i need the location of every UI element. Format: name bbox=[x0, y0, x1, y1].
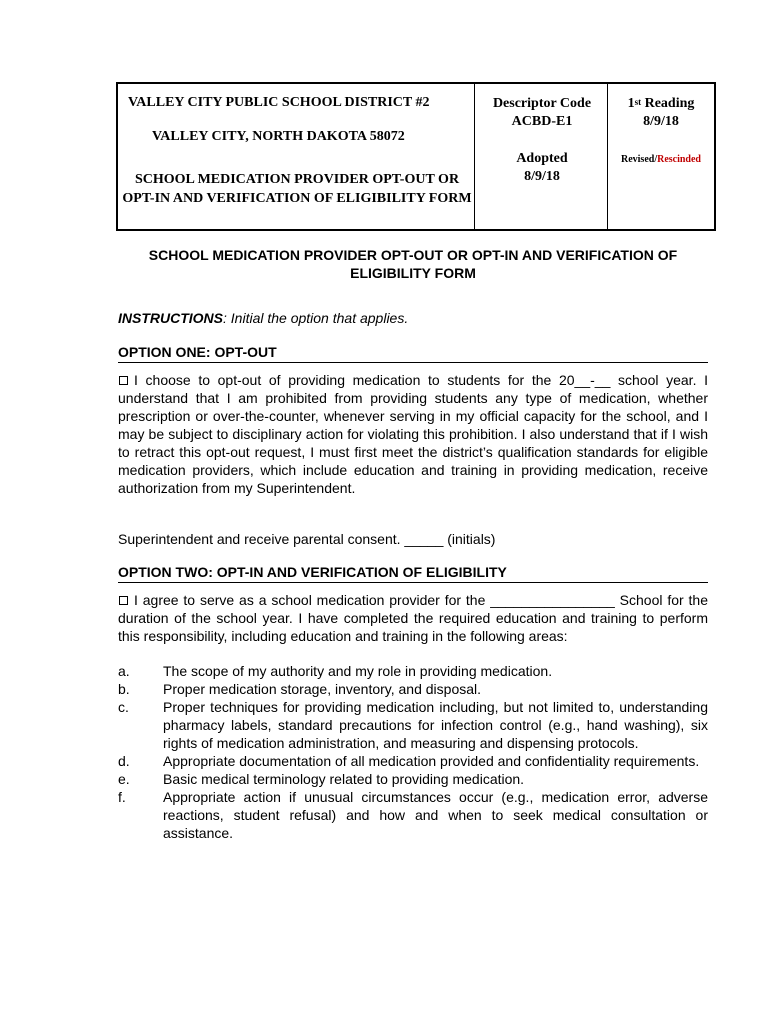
instructions: INSTRUCTIONS: Initial the option that applies. bbox=[118, 310, 409, 326]
option-two-paragraph: I agree to serve as a school medication provider for the ________________ School for the duration of the school year. I have completed the required education and training to perform this responsibility, including education and training in the following areas: bbox=[118, 592, 708, 644]
list-item: d. Appropriate documentation of all medication provided and confidentiality requirements. bbox=[118, 753, 700, 769]
option-one-paragraph: I choose to opt-out of providing medication to students for the 20__-__ school year. I understand that I am prohibited from providing students any type of medication, whether prescription or over-the-counter, whenever serving in my official capacity for the school, and I may be subject to disciplinary action for violating this prohibition. I also understand that if I wish to retract this opt-out request, I must first meet the district’s qualification standards for eligible medication providers, which include education and training in providing medication, receive authorization from my Superintendent. bbox=[118, 372, 708, 496]
option-one-heading: OPTION ONE: OPT-OUT bbox=[118, 344, 708, 363]
header-form-title: SCHOOL MEDICATION PROVIDER OPT-OUT OR OPT-IN AND VERIFICATION OF ELIGIBILITY FORM bbox=[122, 172, 472, 206]
list-item: c. Proper techniques for providing medication including, but not limited to, understanding pharmacy labels, standard precautions for infection control (e.g., hand washing), six rights of medication administration, and measuring and dispensing protocols. bbox=[118, 699, 708, 751]
district-city: VALLEY CITY, NORTH DAKOTA 58072 bbox=[152, 129, 405, 144]
adopted-date: 8/9/18 bbox=[524, 169, 560, 184]
document-title: SCHOOL MEDICATION PROVIDER OPT-OUT OR OPT-IN AND VERIFICATION OF ELIGIBILITY FORM bbox=[148, 247, 678, 281]
reading-label: 1st Reading bbox=[627, 96, 695, 111]
district-name: VALLEY CITY PUBLIC SCHOOL DISTRICT #2 bbox=[128, 95, 430, 110]
adopted-label: Adopted bbox=[516, 151, 568, 166]
revised-rescinded-label: Revised/Rescinded bbox=[620, 154, 701, 165]
reading-date: 8/9/18 bbox=[643, 114, 679, 129]
descriptor-code: ACBD-E1 bbox=[511, 114, 573, 129]
checkbox-icon[interactable] bbox=[119, 596, 128, 605]
list-item: a. The scope of my authority and my role in providing medication. bbox=[118, 663, 553, 679]
checkbox-icon[interactable] bbox=[119, 376, 128, 385]
policy-header-table bbox=[116, 82, 716, 231]
list-item: f. Appropriate action if unusual circumstances occur (e.g., medication error, adverse reactions, student refusal) and how and when to seek medical consultation or assistance. bbox=[118, 789, 708, 841]
list-item: b. Proper medication storage, inventory, and disposal. bbox=[118, 681, 482, 697]
training-areas-list bbox=[118, 662, 708, 842]
option-one-consent: Superintendent and receive parental consent. _____ (initials) bbox=[118, 531, 496, 547]
list-item: e. Basic medical terminology related to providing medication. bbox=[118, 771, 525, 787]
descriptor-label: Descriptor Code bbox=[492, 96, 592, 111]
option-two-heading: OPTION TWO: OPT-IN AND VERIFICATION OF ELIGIBILITY bbox=[118, 564, 708, 583]
